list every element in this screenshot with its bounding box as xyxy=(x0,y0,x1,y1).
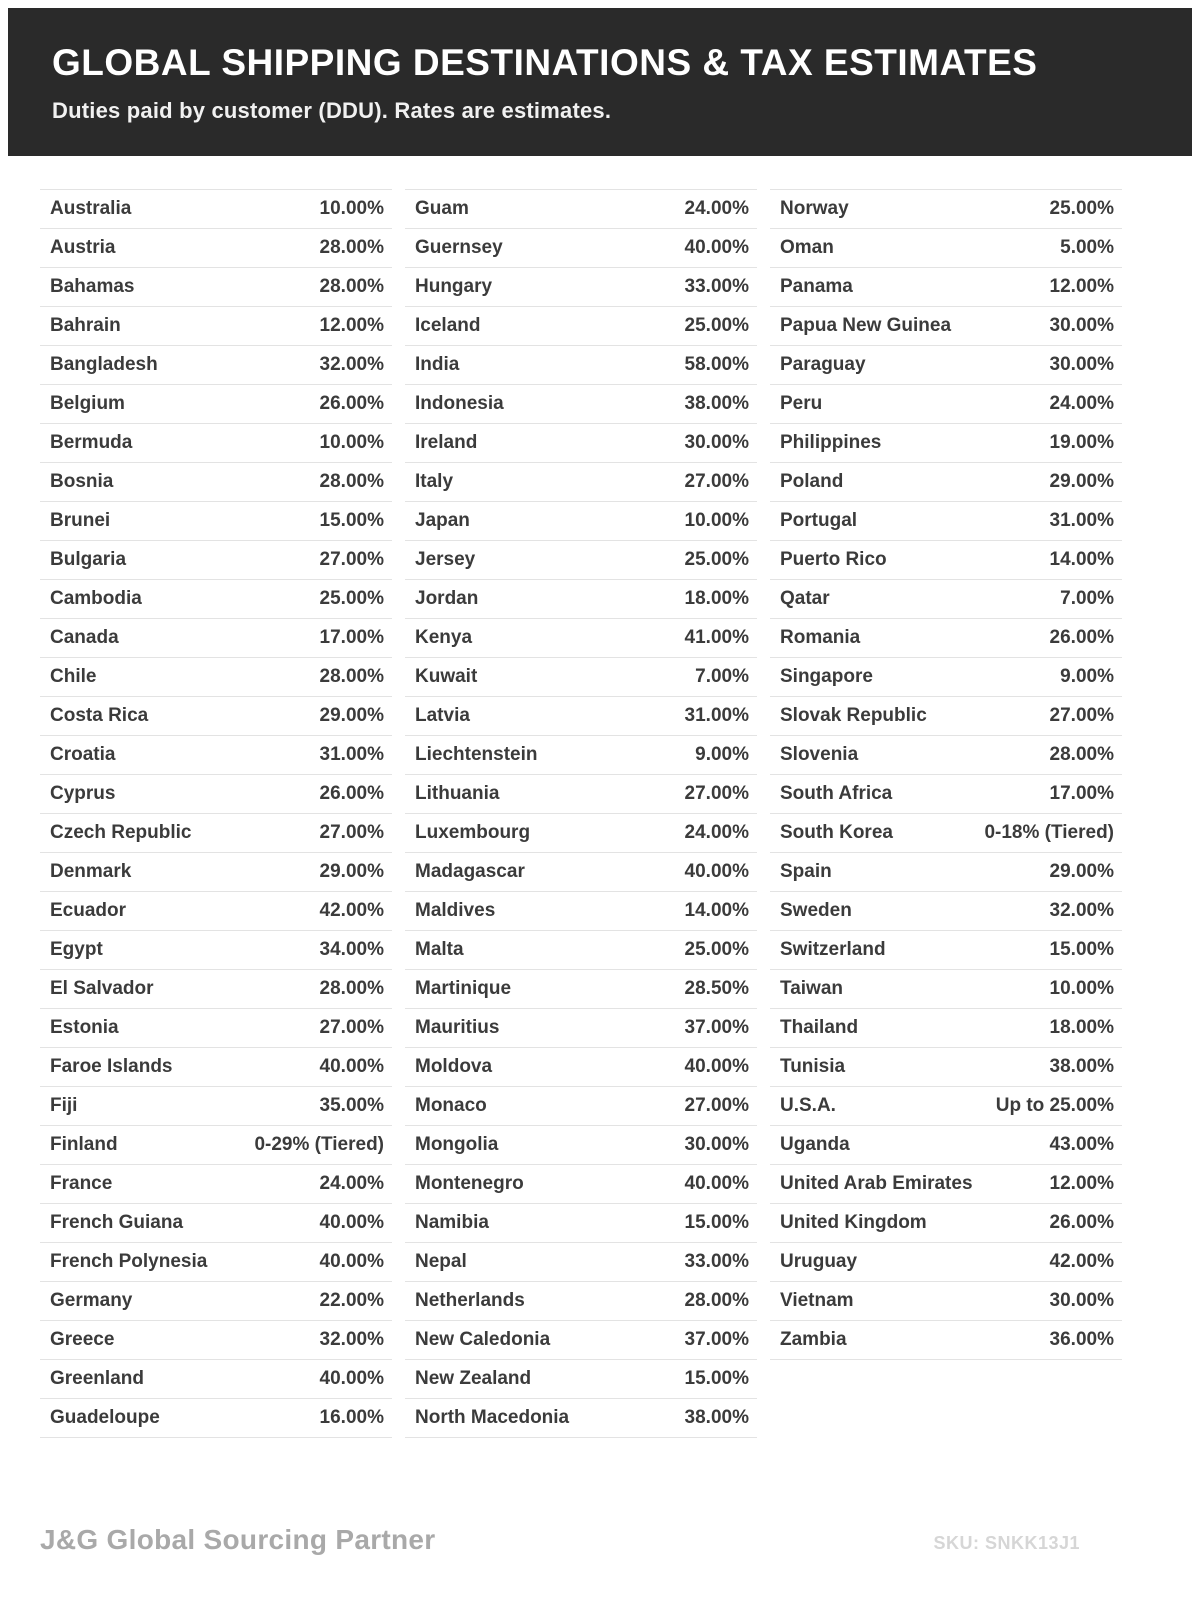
table-row xyxy=(40,1321,392,1360)
country-name: Egypt xyxy=(50,938,103,960)
footer xyxy=(0,1524,1200,1600)
table-row xyxy=(405,970,757,1009)
tax-rate: 29.00% xyxy=(1049,470,1114,492)
table-row xyxy=(405,346,757,385)
country-name: Germany xyxy=(50,1289,133,1311)
table-row xyxy=(770,658,1122,697)
tax-rate: 26.00% xyxy=(1049,626,1114,648)
country-name: El Salvador xyxy=(50,977,154,999)
tax-rate: 12.00% xyxy=(1049,1172,1114,1194)
tax-rate: 28.00% xyxy=(319,470,384,492)
rates-column-3 xyxy=(770,189,1122,1360)
table-row xyxy=(770,385,1122,424)
tax-rate: 28.00% xyxy=(319,977,384,999)
country-name: Uruguay xyxy=(780,1250,858,1272)
table-row xyxy=(770,1048,1122,1087)
country-name: Bahrain xyxy=(50,314,121,336)
table-row xyxy=(405,892,757,931)
page-title: GLOBAL SHIPPING DESTINATIONS & TAX ESTIMATES xyxy=(52,42,1038,83)
table-row xyxy=(770,1243,1122,1282)
table-row xyxy=(405,619,757,658)
country-name: Panama xyxy=(780,275,853,297)
country-name: Tunisia xyxy=(780,1055,846,1077)
table-row xyxy=(40,502,392,541)
table-row xyxy=(770,1126,1122,1165)
country-name: French Polynesia xyxy=(50,1250,208,1272)
table-row xyxy=(405,229,757,268)
tax-rate: 40.00% xyxy=(684,236,749,258)
table-row xyxy=(405,1087,757,1126)
country-name: Uganda xyxy=(780,1133,850,1155)
tax-rate: 25.00% xyxy=(319,587,384,609)
country-name: Taiwan xyxy=(780,977,843,999)
country-name: Luxembourg xyxy=(415,821,531,843)
country-name: Papua New Guinea xyxy=(780,314,952,336)
table-row xyxy=(40,1009,392,1048)
table-row xyxy=(405,580,757,619)
country-name: U.S.A. xyxy=(780,1094,836,1116)
country-name: Brunei xyxy=(50,509,111,531)
tax-rate: 28.00% xyxy=(1049,743,1114,765)
country-name: Portugal xyxy=(780,509,858,531)
country-name: United Arab Emirates xyxy=(780,1172,973,1194)
country-name: Iceland xyxy=(415,314,481,336)
table-row xyxy=(405,814,757,853)
tax-rate: 12.00% xyxy=(1049,275,1114,297)
table-row xyxy=(40,463,392,502)
table-row xyxy=(405,463,757,502)
tax-rate: 28.00% xyxy=(319,275,384,297)
country-name: France xyxy=(50,1172,113,1194)
country-name: Qatar xyxy=(780,587,830,609)
tax-rate: 18.00% xyxy=(684,587,749,609)
country-name: Kenya xyxy=(415,626,473,648)
tax-rate: 10.00% xyxy=(684,509,749,531)
tax-rate: 27.00% xyxy=(319,548,384,570)
country-name: Ireland xyxy=(415,431,478,453)
tax-rate: 27.00% xyxy=(684,470,749,492)
table-row xyxy=(770,1009,1122,1048)
table-row xyxy=(40,814,392,853)
country-name: Guernsey xyxy=(415,236,503,258)
table-row xyxy=(40,268,392,307)
table-row xyxy=(40,736,392,775)
country-name: Zambia xyxy=(780,1328,847,1350)
tax-rate: 26.00% xyxy=(1049,1211,1114,1233)
tax-rate: 14.00% xyxy=(1049,548,1114,570)
table-row xyxy=(40,658,392,697)
table-row xyxy=(405,424,757,463)
country-name: Martinique xyxy=(415,977,512,999)
table-row xyxy=(40,346,392,385)
table-row xyxy=(40,1204,392,1243)
tax-rate: 40.00% xyxy=(684,1055,749,1077)
table-row xyxy=(40,619,392,658)
table-row xyxy=(770,853,1122,892)
table-row xyxy=(405,1360,757,1399)
country-name: Thailand xyxy=(780,1016,859,1038)
table-row xyxy=(405,1243,757,1282)
table-row xyxy=(40,580,392,619)
table-row xyxy=(405,853,757,892)
tax-rate: 42.00% xyxy=(1049,1250,1114,1272)
tax-rate: 33.00% xyxy=(684,275,749,297)
tax-rate: 25.00% xyxy=(684,938,749,960)
tax-rate: 14.00% xyxy=(684,899,749,921)
table-row xyxy=(770,307,1122,346)
table-row xyxy=(770,1321,1122,1360)
tax-rate: 29.00% xyxy=(319,860,384,882)
tax-rate: 40.00% xyxy=(684,860,749,882)
tax-rate: 58.00% xyxy=(684,353,749,375)
country-name: Canada xyxy=(50,626,119,648)
country-name: Costa Rica xyxy=(50,704,149,726)
tax-rate: 40.00% xyxy=(319,1055,384,1077)
table-row xyxy=(40,1282,392,1321)
tax-rate: 15.00% xyxy=(319,509,384,531)
table-row xyxy=(40,892,392,931)
table-row xyxy=(40,190,392,229)
table-row xyxy=(770,775,1122,814)
table-row xyxy=(40,1399,392,1438)
tax-rate: 30.00% xyxy=(1049,353,1114,375)
table-row xyxy=(40,775,392,814)
tax-rate: 15.00% xyxy=(1049,938,1114,960)
country-name: Belgium xyxy=(50,392,125,414)
tax-rate: 40.00% xyxy=(319,1250,384,1272)
country-name: South Africa xyxy=(780,782,893,804)
country-name: Cyprus xyxy=(50,782,116,804)
table-row xyxy=(405,658,757,697)
country-name: Italy xyxy=(415,470,454,492)
tax-rate: 40.00% xyxy=(684,1172,749,1194)
tax-rate: 31.00% xyxy=(1049,509,1114,531)
table-row xyxy=(40,1087,392,1126)
table-row xyxy=(405,307,757,346)
tax-rate: 0-18% (Tiered) xyxy=(984,821,1114,843)
country-name: North Macedonia xyxy=(415,1406,570,1428)
country-name: Namibia xyxy=(415,1211,489,1233)
country-name: Estonia xyxy=(50,1016,119,1038)
country-name: Slovak Republic xyxy=(780,704,927,726)
country-name: Jordan xyxy=(415,587,479,609)
country-name: Netherlands xyxy=(415,1289,525,1311)
tax-rate: 26.00% xyxy=(319,782,384,804)
country-name: United Kingdom xyxy=(780,1211,927,1233)
tax-rate: 26.00% xyxy=(319,392,384,414)
table-row xyxy=(770,190,1122,229)
table-row xyxy=(405,775,757,814)
country-name: Moldova xyxy=(415,1055,493,1077)
tax-rate: 37.00% xyxy=(684,1016,749,1038)
country-name: Nepal xyxy=(415,1250,467,1272)
country-name: Montenegro xyxy=(415,1172,524,1194)
country-name: Faroe Islands xyxy=(50,1055,173,1077)
table-row xyxy=(405,1048,757,1087)
tax-rate: 10.00% xyxy=(1049,977,1114,999)
table-row xyxy=(405,1165,757,1204)
table-row xyxy=(770,580,1122,619)
table-row xyxy=(405,1399,757,1438)
tax-rate: 7.00% xyxy=(1060,587,1114,609)
country-name: Bermuda xyxy=(50,431,133,453)
tax-rate: 10.00% xyxy=(319,197,384,219)
table-row xyxy=(40,1360,392,1399)
table-row xyxy=(40,307,392,346)
tax-rate: 34.00% xyxy=(319,938,384,960)
country-name: Singapore xyxy=(780,665,873,687)
tax-rate: 28.00% xyxy=(319,665,384,687)
table-row xyxy=(770,697,1122,736)
country-name: Mongolia xyxy=(415,1133,499,1155)
tax-rate: 43.00% xyxy=(1049,1133,1114,1155)
tax-rate: 27.00% xyxy=(684,1094,749,1116)
country-name: Maldives xyxy=(415,899,496,921)
table-row xyxy=(770,463,1122,502)
table-row xyxy=(770,970,1122,1009)
tax-rate: 36.00% xyxy=(1049,1328,1114,1350)
tax-rate: 27.00% xyxy=(684,782,749,804)
tax-rate: 42.00% xyxy=(319,899,384,921)
table-row xyxy=(405,1321,757,1360)
brand-name: J&G Global Sourcing Partner xyxy=(40,1524,436,1555)
tax-rate: Up to 25.00% xyxy=(995,1094,1114,1116)
tax-rate: 35.00% xyxy=(319,1094,384,1116)
tax-rate: 22.00% xyxy=(319,1289,384,1311)
table-row xyxy=(405,385,757,424)
country-name: Norway xyxy=(780,197,849,219)
country-name: Puerto Rico xyxy=(780,548,887,570)
country-name: South Korea xyxy=(780,821,893,843)
country-name: Indonesia xyxy=(415,392,504,414)
country-name: Switzerland xyxy=(780,938,886,960)
tax-rate: 40.00% xyxy=(319,1211,384,1233)
tax-rate: 12.00% xyxy=(319,314,384,336)
country-name: Guam xyxy=(415,197,469,219)
country-name: Australia xyxy=(50,197,132,219)
country-name: Jersey xyxy=(415,548,476,570)
tax-rate: 32.00% xyxy=(1049,899,1114,921)
country-name: New Zealand xyxy=(415,1367,532,1389)
table-row xyxy=(405,541,757,580)
tax-rate: 32.00% xyxy=(319,353,384,375)
table-row xyxy=(770,814,1122,853)
country-name: Chile xyxy=(50,665,97,687)
table-row xyxy=(770,424,1122,463)
country-name: Hungary xyxy=(415,275,493,297)
table-row xyxy=(40,385,392,424)
tax-rate: 29.00% xyxy=(319,704,384,726)
tax-rate: 5.00% xyxy=(1060,236,1114,258)
country-name: New Caledonia xyxy=(415,1328,551,1350)
tax-rate: 28.50% xyxy=(684,977,749,999)
tax-rate: 24.00% xyxy=(684,197,749,219)
tax-rate: 31.00% xyxy=(684,704,749,726)
tax-rate: 24.00% xyxy=(1049,392,1114,414)
tax-rate: 25.00% xyxy=(684,314,749,336)
country-name: Finland xyxy=(50,1133,118,1155)
tax-rate: 30.00% xyxy=(1049,1289,1114,1311)
country-name: Oman xyxy=(780,236,834,258)
tax-rate: 0-29% (Tiered) xyxy=(254,1133,384,1155)
table-row xyxy=(770,931,1122,970)
tax-rate: 27.00% xyxy=(319,821,384,843)
tax-rate: 9.00% xyxy=(1060,665,1114,687)
tax-rate: 28.00% xyxy=(684,1289,749,1311)
table-row xyxy=(40,1243,392,1282)
country-name: Ecuador xyxy=(50,899,127,921)
tax-rate: 17.00% xyxy=(319,626,384,648)
tax-rate: 10.00% xyxy=(319,431,384,453)
table-row xyxy=(770,1087,1122,1126)
table-row xyxy=(40,541,392,580)
table-row xyxy=(40,229,392,268)
table-row xyxy=(770,346,1122,385)
table-row xyxy=(40,1165,392,1204)
country-name: Denmark xyxy=(50,860,132,882)
country-name: Bangladesh xyxy=(50,353,158,375)
country-name: Romania xyxy=(780,626,861,648)
country-name: Bahamas xyxy=(50,275,135,297)
tax-rate: 38.00% xyxy=(684,392,749,414)
tax-rate: 17.00% xyxy=(1049,782,1114,804)
country-name: Poland xyxy=(780,470,844,492)
country-name: Fiji xyxy=(50,1094,78,1116)
country-name: Czech Republic xyxy=(50,821,192,843)
tax-rate: 16.00% xyxy=(319,1406,384,1428)
country-name: India xyxy=(415,353,460,375)
tax-rate: 33.00% xyxy=(684,1250,749,1272)
tax-rate: 31.00% xyxy=(319,743,384,765)
country-name: French Guiana xyxy=(50,1211,184,1233)
tax-rate: 30.00% xyxy=(1049,314,1114,336)
country-name: Japan xyxy=(415,509,470,531)
table-row xyxy=(405,190,757,229)
country-name: Paraguay xyxy=(780,353,866,375)
tax-rate: 27.00% xyxy=(319,1016,384,1038)
country-name: Sweden xyxy=(780,899,852,921)
table-row xyxy=(770,541,1122,580)
country-name: Latvia xyxy=(415,704,470,726)
table-row xyxy=(405,931,757,970)
tax-rate: 32.00% xyxy=(319,1328,384,1350)
page-subtitle: Duties paid by customer (DDU). Rates are estimates. xyxy=(52,97,612,123)
table-row xyxy=(405,1009,757,1048)
tax-rate: 29.00% xyxy=(1049,860,1114,882)
table-row xyxy=(405,1126,757,1165)
table-row xyxy=(40,970,392,1009)
country-name: Greece xyxy=(50,1328,115,1350)
tax-rate: 24.00% xyxy=(319,1172,384,1194)
tax-rate: 24.00% xyxy=(684,821,749,843)
table-row xyxy=(40,424,392,463)
country-name: Kuwait xyxy=(415,665,478,687)
tax-rate: 30.00% xyxy=(684,431,749,453)
table-row xyxy=(40,931,392,970)
country-name: Lithuania xyxy=(415,782,500,804)
table-row xyxy=(40,1048,392,1087)
tax-rate: 37.00% xyxy=(684,1328,749,1350)
table-row xyxy=(770,1282,1122,1321)
table-row xyxy=(405,502,757,541)
table-row xyxy=(405,268,757,307)
country-name: Monaco xyxy=(415,1094,487,1116)
table-row xyxy=(770,619,1122,658)
table-row xyxy=(770,229,1122,268)
tax-rate: 25.00% xyxy=(1049,197,1114,219)
country-name: Liechtenstein xyxy=(415,743,538,765)
tax-rate: 25.00% xyxy=(684,548,749,570)
tax-rate: 9.00% xyxy=(695,743,749,765)
country-name: Peru xyxy=(780,392,823,414)
table-row xyxy=(770,502,1122,541)
country-name: Bulgaria xyxy=(50,548,127,570)
country-name: Greenland xyxy=(50,1367,144,1389)
table-row xyxy=(40,697,392,736)
table-row xyxy=(405,736,757,775)
country-name: Philippines xyxy=(780,431,882,453)
tax-rates-table xyxy=(40,189,1122,1438)
table-row xyxy=(405,1282,757,1321)
rates-column-1 xyxy=(40,189,392,1438)
country-name: Spain xyxy=(780,860,832,882)
country-name: Croatia xyxy=(50,743,116,765)
table-row xyxy=(770,268,1122,307)
tax-rate: 18.00% xyxy=(1049,1016,1114,1038)
country-name: Malta xyxy=(415,938,464,960)
tax-rate: 7.00% xyxy=(695,665,749,687)
tax-rate: 38.00% xyxy=(684,1406,749,1428)
tax-rate: 28.00% xyxy=(319,236,384,258)
country-name: Mauritius xyxy=(415,1016,500,1038)
header-banner xyxy=(8,8,1192,156)
country-name: Vietnam xyxy=(780,1289,854,1311)
table-row xyxy=(770,1204,1122,1243)
table-row xyxy=(770,1165,1122,1204)
table-row xyxy=(770,736,1122,775)
tax-rate: 15.00% xyxy=(684,1367,749,1389)
table-row xyxy=(405,697,757,736)
country-name: Bosnia xyxy=(50,470,114,492)
tax-rate: 38.00% xyxy=(1049,1055,1114,1077)
table-row xyxy=(405,1204,757,1243)
country-name: Slovenia xyxy=(780,743,859,765)
country-name: Guadeloupe xyxy=(50,1406,160,1428)
tax-rate: 41.00% xyxy=(684,626,749,648)
tax-rate: 15.00% xyxy=(684,1211,749,1233)
tax-rate: 30.00% xyxy=(684,1133,749,1155)
sku-label: SKU: SNKK13J1 xyxy=(933,1533,1080,1553)
table-row xyxy=(40,853,392,892)
tax-rate: 27.00% xyxy=(1049,704,1114,726)
country-name: Austria xyxy=(50,236,116,258)
table-row xyxy=(40,1126,392,1165)
country-name: Cambodia xyxy=(50,587,142,609)
tax-rate: 40.00% xyxy=(319,1367,384,1389)
rates-column-2 xyxy=(405,189,757,1438)
table-row xyxy=(770,892,1122,931)
tax-rate: 19.00% xyxy=(1049,431,1114,453)
country-name: Madagascar xyxy=(415,860,525,882)
